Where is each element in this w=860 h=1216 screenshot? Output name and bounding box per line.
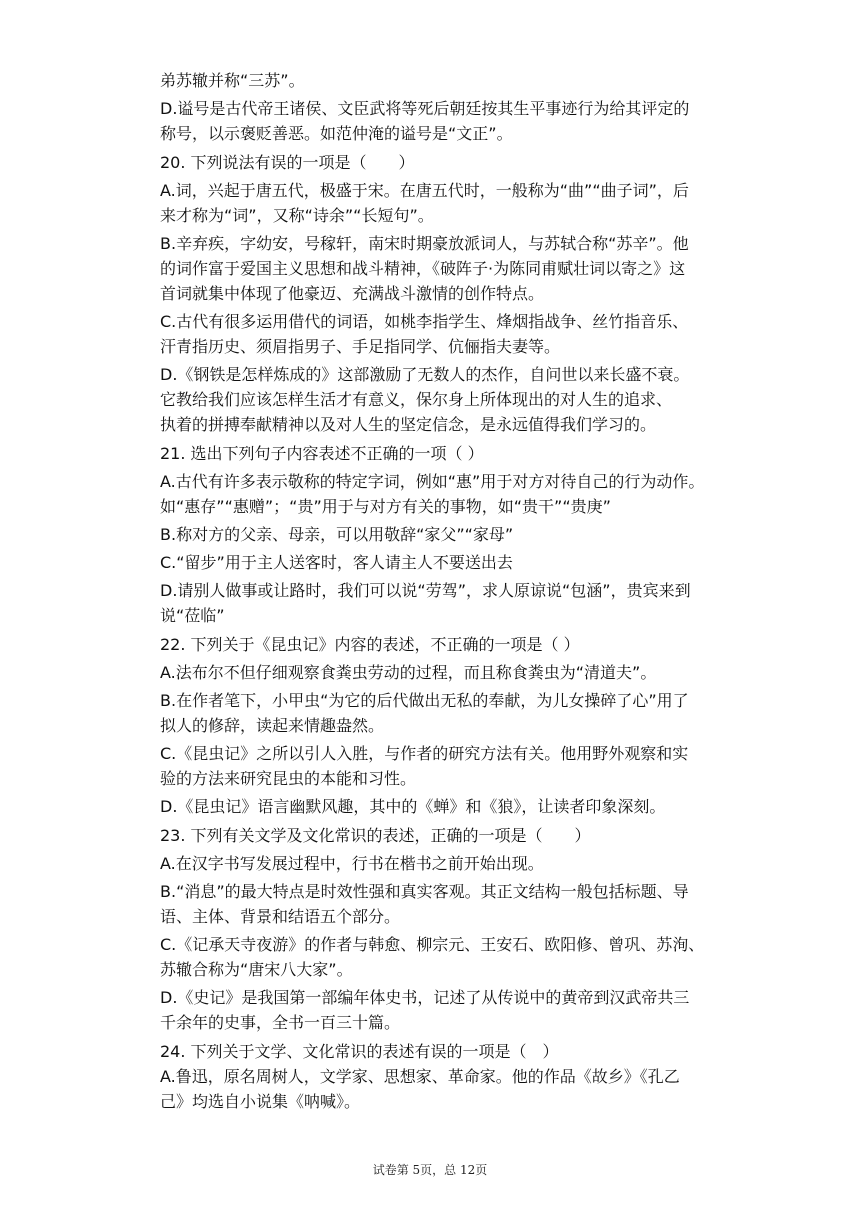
text-line: 己》均选自小说集《呐喊》。 [160, 1092, 361, 1111]
option-a-line: A.鲁迅，原名周树人，文学家、思想家、革命家。他的作品《故乡》《孔乙 [160, 1067, 680, 1086]
option-c-line: C.古代有很多运用借代的词语，如桃李指学生、烽烟指战争、丝竹指音乐、 [160, 312, 689, 331]
page-content [160, 68, 740, 1114]
text-line: 汗青指历史、须眉指男子、手足指同学、伉俪指夫妻等。 [160, 337, 561, 356]
text-line: 苏辙合称为“唐宋八大家”。 [160, 960, 353, 979]
option-a-line: A.在汉字书写发展过程中，行书在楷书之前开始出现。 [160, 854, 544, 873]
option-d-line: D.《史记》是我国第一部编年体史书，记述了从传说中的黄帝到汉武帝共三 [160, 988, 690, 1007]
question-23-title: 23. 下列有关文学及文化常识的表述，正确的一项是（ ） [160, 826, 591, 845]
text-line: 说“莅临” [160, 606, 225, 625]
text-line: 称号，以示褒贬善恶。如范仲淹的谥号是“文正”。 [160, 124, 513, 143]
option-a-line: A.古代有许多表示敬称的特定字词，例如“惠”用于对方对待自己的行为动作。 [160, 472, 705, 491]
text-line: 拟人的修辞，读起来情趣盎然。 [160, 716, 385, 735]
option-a-line: A.法布尔不但仔细观察食粪虫劳动的过程，而且称食粪虫为“清道夫”。 [160, 663, 657, 682]
option-d-line: D.谥号是古代帝王诸侯、文臣武将等死后朝廷按其生平事迹行为给其评定的 [160, 99, 690, 118]
option-b-line: B.辛弃疾，字幼安，号稼轩，南宋时期豪放派词人，与苏轼合称“苏辛”。他 [160, 234, 689, 253]
exam-page [160, 0, 740, 1216]
option-b-line: B.“消息”的最大特点是时效性强和真实客观。其正文结构一般包括标题、导 [160, 882, 689, 901]
option-b-line: B.在作者笔下，小甲虫“为它的后代做出无私的奉献，为儿女操碎了心”用了 [160, 691, 689, 710]
question-24-title: 24. 下列关于文学、文化常识的表述有误的一项是（ ） [160, 1042, 559, 1061]
option-d-line: D.《钢铁是怎样炼成的》这部激励了无数人的杰作，自问世以来长盛不衰。 [160, 365, 690, 384]
text-line: 验的方法来研究昆虫的本能和习性。 [160, 769, 417, 788]
text-line: 如“惠存”“惠赠”；“贵”用于与对方有关的事物，如“贵干”“贵庚” [160, 497, 611, 516]
text-line: 语、主体、背景和结语五个部分。 [160, 907, 401, 926]
text-line: 执着的拼搏奉献精神以及对人生的坚定信念，是永远值得我们学习的。 [160, 415, 657, 434]
option-d-line: D.请别人做事或让路时，我们可以说“劳驾”，求人原谅说“包涵”，贵宾来到 [160, 581, 691, 600]
option-b-line: B.称对方的父亲、母亲，可以用敬辞“家父”“家母” [160, 525, 514, 544]
page-footer: 试卷第 5页，总 12页 [372, 1163, 488, 1177]
option-c-line: C.《记承天寺夜游》的作者与韩愈、柳宗元、王安石、欧阳修、曾巩、苏洵、 [160, 935, 705, 954]
question-20-title: 20. 下列说法有误的一项是（ ） [160, 153, 415, 172]
text-line: 来才称为“词”，又称“诗余”“长短句”。 [160, 206, 434, 225]
option-d-line: D.《昆虫记》语言幽默风趣，其中的《蝉》和《狼》，让读者印象深刻。 [160, 797, 666, 816]
option-c-line: C.《昆虫记》之所以引人入胜，与作者的研究方法有关。他用野外观察和实 [160, 744, 689, 763]
option-a-line: A.词，兴起于唐五代，极盛于宋。在唐五代时，一般称为“曲”“曲子词”，后 [160, 181, 689, 200]
option-c-line: C.“留步”用于主人送客时，客人请主人不要送出去 [160, 553, 513, 572]
text-line: 弟苏辙并称“三苏”。 [160, 71, 305, 90]
text-line: 千余年的史事，全书一百三十篇。 [160, 1013, 401, 1032]
text-line: 首词就集中体现了他豪迈、充满战斗激情的创作特点。 [160, 284, 545, 303]
question-21-title: 21. 选出下列句子内容表述不正确的一项（ ） [160, 444, 484, 463]
text-line: 的词作富于爱国主义思想和战斗精神，《破阵子·为陈同甫赋壮词以寄之》这 [160, 259, 686, 278]
question-22-title: 22. 下列关于《昆虫记》内容的表述，不正确的一项是（ ） [160, 635, 580, 654]
text-line: 它教给我们应该怎样生活才有意义，保尔身上所体现出的对人生的追求、 [160, 390, 673, 409]
